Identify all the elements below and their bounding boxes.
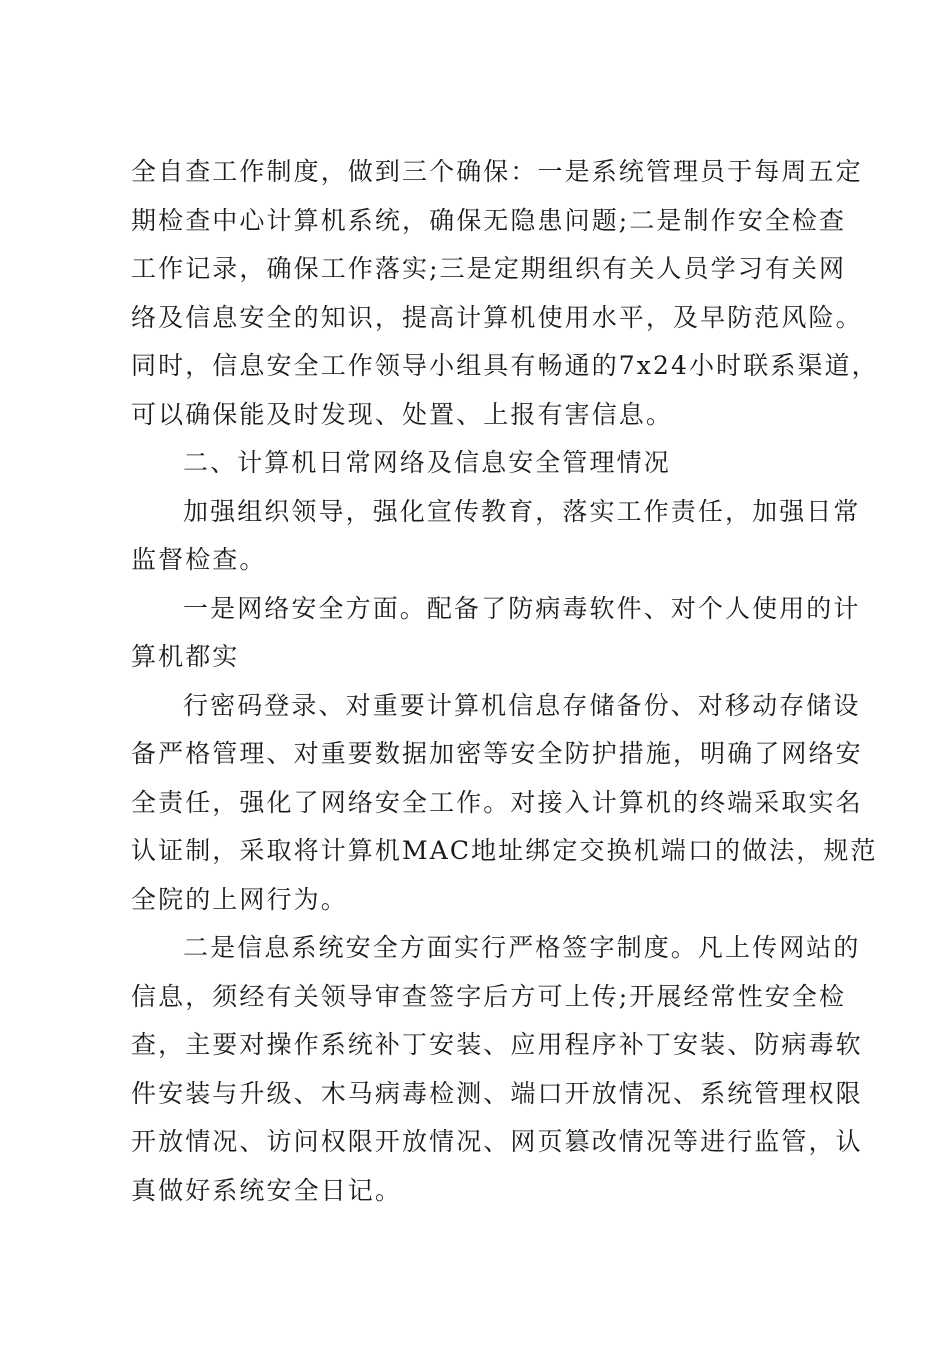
text-line: 认证制，采取将计算机MAC地址绑定交换机端口的做法，规范 [131,836,878,865]
text-line: 全自查工作制度，做到三个确保：一是系统管理员于每周五定 [131,157,863,186]
document-body [131,148,879,1215]
text-line: 信息，须经有关领导审查签字后方可上传;开展经常性安全检 [131,981,847,1011]
text-line: 监督检查。 [131,545,267,574]
text-line: 全责任，强化了网络安全工作。对接入计算机的终端采取实名 [131,787,863,817]
text-line: 络及信息安全的知识，提高计算机使用水平，及早防范风险。 [131,302,863,332]
paragraph-3 [131,488,861,585]
text-line: 工作记录，确保工作落实;三是定期组织有关人员学习有关网 [131,254,847,283]
text-line: 行密码登录、对重要计算机信息存储备份、对移动存储设 [183,690,861,720]
text-line: 真做好系统安全日记。 [131,1175,403,1205]
text-line: 查，主要对操作系统补丁安装、应用程序补丁安装、防病毒软 [131,1030,863,1059]
section-heading-2 [131,439,821,488]
text-line: 可以确保能及时发现、处置、上报有害信息。 [131,399,674,429]
paragraph-1 [131,148,879,439]
paragraph-4 [131,585,861,682]
text-line: 一是网络安全方面。配备了防病毒软件、对个人使用的计 [183,593,861,623]
text-line: 同时，信息安全工作领导小组具有畅通的7x24小时联系渠道， [131,351,879,380]
text-line: 二、计算机日常网络及信息安全管理情况 [183,448,671,477]
text-line: 加强组织领导，强化宣传教育，落实工作责任，加强日常 [183,496,861,526]
text-line: 二是信息系统安全方面实行严格签字制度。凡上传网站的 [183,933,861,962]
paragraph-5 [131,682,878,925]
paragraph-6 [131,924,863,1215]
text-line: 件安装与升级、木马病毒检测、端口开放情况、系统管理权限 [131,1078,863,1108]
text-line: 开放情况、访问权限开放情况、网页篡改情况等进行监管，认 [131,1127,863,1156]
text-line: 期检查中心计算机系统，确保无隐患问题;二是制作安全检查 [131,205,847,235]
text-line: 备严格管理、对重要数据加密等安全防护措施，明确了网络安 [131,739,863,768]
text-line: 算机都实 [131,642,240,671]
text-line: 全院的上网行为。 [131,884,348,914]
